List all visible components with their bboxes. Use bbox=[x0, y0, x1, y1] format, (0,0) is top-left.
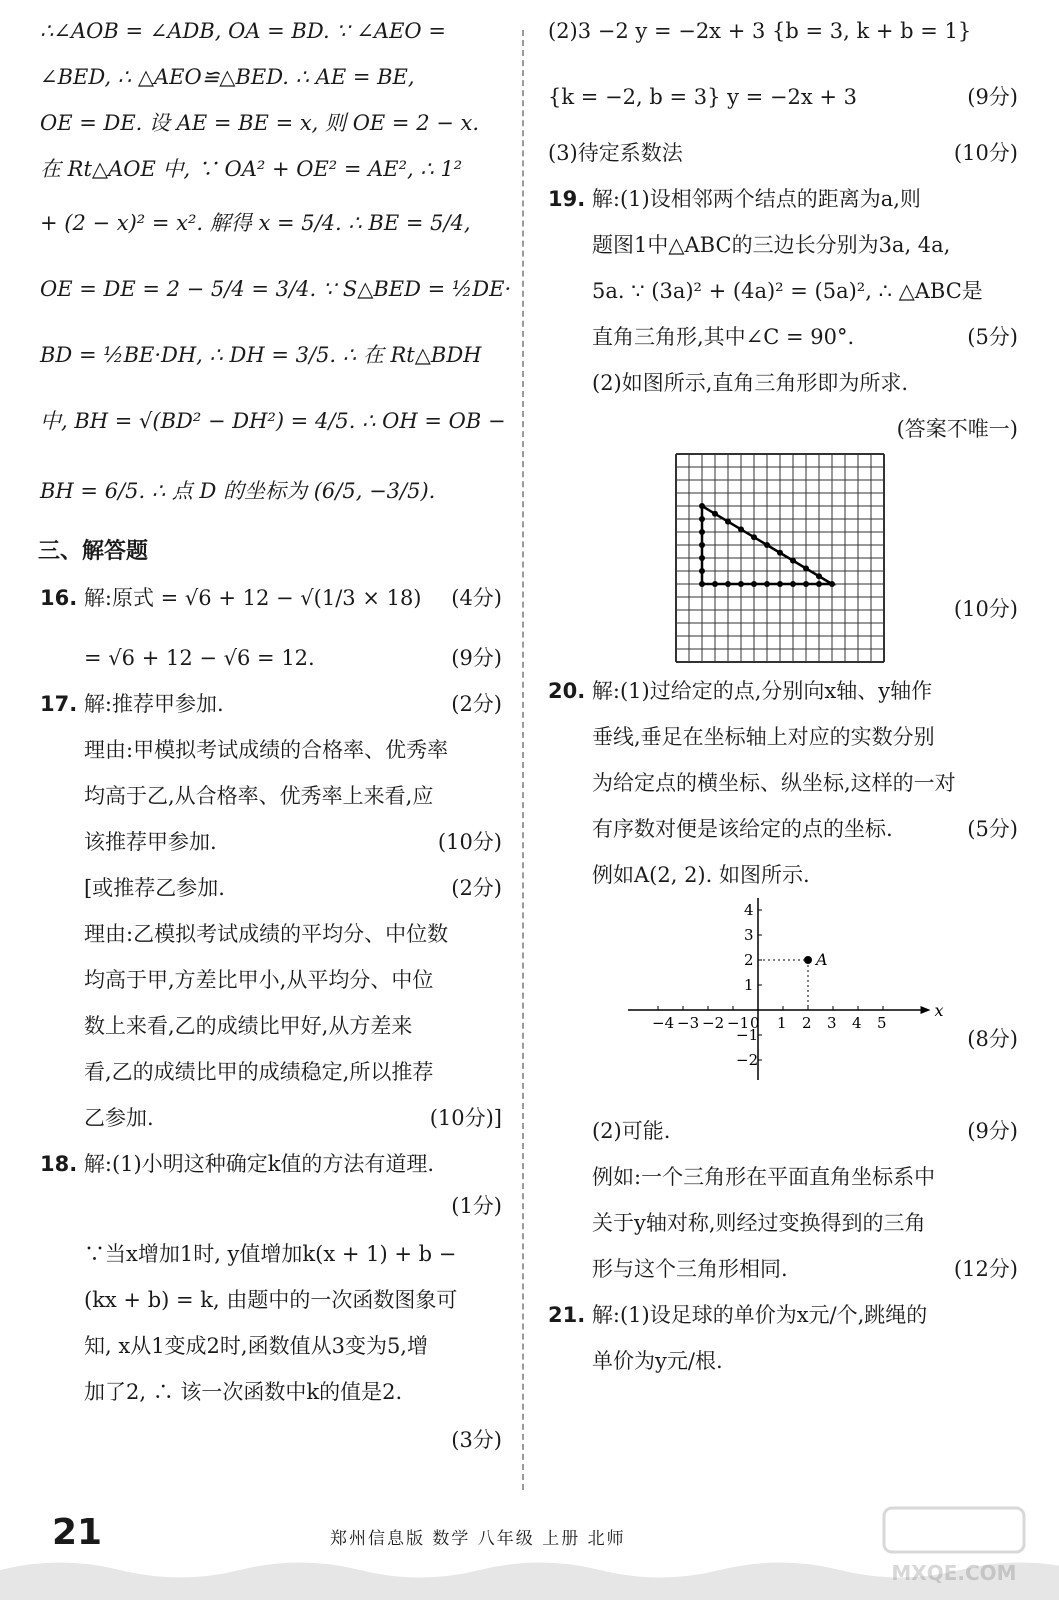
q21-body: 单价为y元/根. bbox=[592, 1349, 723, 1373]
grid-node-dot bbox=[764, 542, 770, 548]
q17-alt-reason: 看,乙的成绩比甲的成绩稳定,所以推荐 bbox=[84, 1060, 434, 1084]
q20-score: (8分) bbox=[967, 1027, 1018, 1051]
footer-info: 郑州信息版 数学 八年级 上册 北师 bbox=[330, 1529, 626, 1549]
q19-number: 19. bbox=[548, 187, 586, 211]
left-column bbox=[38, 18, 512, 1453]
q16-score: (9分) bbox=[451, 646, 502, 670]
q17-alt-reason: 理由:乙模拟考试成绩的平均分、中位数 bbox=[84, 922, 449, 946]
grid-node-dot bbox=[725, 581, 731, 587]
grid-node-dot bbox=[764, 581, 770, 587]
q16-text: 解:原式 = √6 + 12 − √(1/3 × 18) bbox=[83, 586, 422, 610]
grid-node-dot bbox=[816, 573, 822, 579]
q20-body: 垂线,垂足在坐标轴上对应的实数分别 bbox=[592, 725, 935, 749]
q18-score: (1分) bbox=[451, 1194, 502, 1218]
grid-node-dot bbox=[738, 526, 744, 532]
grid-node-dot bbox=[725, 519, 731, 525]
q18-score-line bbox=[40, 1427, 502, 1453]
q19-line1 bbox=[548, 186, 1018, 212]
x-tick-label: 0 bbox=[750, 1014, 760, 1032]
q20-body2: 例如:一个三角形在平面直角坐标系中 bbox=[592, 1165, 936, 1189]
q19-line2: (2)如图所示,直角三角形即为所求. bbox=[592, 371, 909, 395]
x-tick-label: 2 bbox=[802, 1014, 812, 1032]
q20-score: (12分) bbox=[953, 1257, 1018, 1281]
q19-grid-figure bbox=[548, 450, 1018, 670]
coordinate-plane bbox=[548, 898, 1018, 1108]
q18b-method: (3)待定系数法 bbox=[548, 141, 683, 165]
grid-node-dot bbox=[777, 550, 783, 556]
q17-reason: 理由:甲模拟考试成绩的合格率、优秀率 bbox=[84, 738, 449, 762]
grid-node-dot bbox=[712, 511, 718, 517]
q19-body: 5a. ∵ (3a)² + (4a)² = (5a)², ∴ △ABC是 bbox=[592, 279, 983, 303]
q18-score: (3分) bbox=[451, 1428, 502, 1452]
q21-number: 21. bbox=[548, 1303, 586, 1327]
q16-number: 16. bbox=[40, 586, 78, 610]
proof-line: 中, BH = √(BD² − DH²) = 4/5. ∴ OH = OB − bbox=[40, 409, 506, 433]
q18b-line2 bbox=[548, 84, 1018, 110]
grid-node-dot bbox=[829, 581, 835, 587]
grid-node-dot bbox=[803, 581, 809, 587]
section-title: 三、解答题 bbox=[38, 539, 149, 564]
q19-score: (5分) bbox=[967, 325, 1018, 349]
q20-body: 解:(1)过给定的点,分别向x轴、y轴作 bbox=[591, 679, 933, 703]
q17-line1 bbox=[40, 691, 502, 717]
q20-line2 bbox=[548, 1118, 1018, 1144]
q17-alt-reason: 数上来看,乙的成绩比甲好,从方差来 bbox=[84, 1014, 413, 1038]
page-number: 21 bbox=[52, 1512, 103, 1553]
q19-note: (答案不唯一) bbox=[896, 417, 1018, 441]
proof-line: OE = DE. 设 AE = BE = x, 则 OE = 2 − x. bbox=[40, 111, 480, 135]
grid-node-dot bbox=[738, 581, 744, 587]
grid-node-dot bbox=[816, 581, 822, 587]
x-tick-label: −3 bbox=[677, 1014, 700, 1032]
q19-score: (10分) bbox=[953, 597, 1018, 621]
column-divider bbox=[522, 30, 524, 1490]
proof-line: 在 Rt△AOE 中, ∵ OA² + OE² = AE², ∴ 1² bbox=[40, 157, 463, 181]
q16-result: = √6 + 12 − √6 = 12. bbox=[84, 646, 315, 670]
grid-diagram bbox=[548, 450, 1018, 670]
q19-body: 题图1中△ABC的三边长分别为3a, 4a, bbox=[592, 233, 951, 257]
q20-axis-figure bbox=[548, 898, 1018, 1108]
y-tick-label: 1 bbox=[744, 976, 754, 994]
grid-node-dot bbox=[712, 581, 718, 587]
q16-score: (4分) bbox=[451, 586, 502, 610]
q20-body2-end bbox=[548, 1256, 1018, 1282]
x-tick-label: 5 bbox=[877, 1014, 887, 1032]
q20-part2: (2)可能. bbox=[592, 1119, 671, 1143]
q20-body2: 形与这个三角形相同. bbox=[592, 1257, 788, 1281]
grid-node-dot bbox=[699, 542, 705, 548]
watermark-logo bbox=[879, 1500, 1029, 1590]
q18-body: (kx + b) = k, 由题中的一次函数图象可 bbox=[84, 1288, 458, 1312]
y-tick-label: −1 bbox=[736, 1026, 759, 1044]
q17-alt-reason: 乙参加. bbox=[84, 1106, 154, 1130]
proof-line: BH = 6/5. ∴ 点 D 的坐标为 (6/5, −3/5). bbox=[40, 479, 436, 503]
y-tick-label: 2 bbox=[744, 951, 754, 969]
q18b-system: {k = −2, b = 3} y = −2x + 3 bbox=[548, 85, 858, 109]
q18b-score: (10分) bbox=[953, 141, 1018, 165]
grid-node-dot bbox=[777, 581, 783, 587]
x-tick-label: −4 bbox=[652, 1014, 675, 1032]
grid-node-dot bbox=[699, 529, 705, 535]
q21-body: 解:(1)设足球的单价为x元/个,跳绳的 bbox=[591, 1303, 928, 1327]
q17-alt-line bbox=[40, 875, 502, 901]
x-tick-label: 4 bbox=[852, 1014, 862, 1032]
grid-node-dot bbox=[751, 581, 757, 587]
q17-reason: 该推荐甲参加. bbox=[84, 830, 217, 854]
x-tick-label: 3 bbox=[827, 1014, 837, 1032]
q20-score: (5分) bbox=[967, 817, 1018, 841]
x-axis-arrow bbox=[921, 1006, 931, 1014]
point-A bbox=[804, 956, 812, 964]
proof-line: OE = DE = 2 − 5/4 = 3/4. ∵ S△BED = ½DE· bbox=[40, 277, 512, 301]
q19-body: 解:(1)设相邻两个结点的距离为a,则 bbox=[591, 187, 921, 211]
grid-node-dot bbox=[751, 534, 757, 540]
y-tick-label: 4 bbox=[744, 901, 754, 919]
q17-score: (10分) bbox=[437, 830, 502, 854]
q19-body-end bbox=[548, 324, 1018, 350]
grid-node-dot bbox=[790, 581, 796, 587]
q20-body: 有序数对便是该给定的点的坐标. bbox=[592, 817, 893, 841]
point-A-label: A bbox=[816, 950, 828, 969]
q18-number: 18. bbox=[40, 1152, 78, 1176]
q16-line2 bbox=[40, 645, 502, 671]
q18-body: 知, x从1变成2时,函数值从3变为5,增 bbox=[84, 1334, 428, 1358]
x-tick-label: −2 bbox=[702, 1014, 725, 1032]
q17-alt-reason: 均高于甲,方差比甲小,从平均分、中位 bbox=[84, 968, 434, 992]
grid-node-dot bbox=[699, 516, 705, 522]
q16-line1 bbox=[40, 585, 502, 611]
x-tick-label: −1 bbox=[727, 1014, 750, 1032]
q20-number: 20. bbox=[548, 679, 586, 703]
y-tick-label: −2 bbox=[736, 1051, 759, 1069]
page-footer bbox=[0, 1500, 1059, 1600]
x-tick-label: 1 bbox=[777, 1014, 787, 1032]
proof-line: ∴∠AOB = ∠ADB, OA = BD. ∵ ∠AEO = bbox=[40, 19, 446, 43]
q17-reason-end bbox=[40, 829, 502, 855]
q17-alt-end bbox=[40, 1105, 502, 1131]
q18-body: 加了2, ∴ 该一次函数中k的值是2. bbox=[84, 1380, 403, 1404]
q17-reason: 均高于乙,从合格率、优秀率上来看,应 bbox=[84, 784, 434, 808]
proof-line: BD = ½BE·DH, ∴ DH = 3/5. ∴ 在 Rt△BDH bbox=[40, 343, 482, 367]
proof-line: ∠BED, ∴ △AEO≌△BED. ∴ AE = BE, bbox=[40, 65, 415, 89]
q17-score: (2分) bbox=[451, 692, 502, 716]
grid-node-dot bbox=[803, 565, 809, 571]
y-tick-label: 3 bbox=[744, 926, 754, 944]
q20-score: (9分) bbox=[967, 1119, 1018, 1143]
q17-score: (2分) bbox=[451, 876, 502, 900]
x-axis-label: x bbox=[934, 1001, 944, 1020]
q20-example: 例如A(2, 2). 如图所示. bbox=[592, 863, 810, 887]
q18b-line1: (2)3 −2 y = −2x + 3 {b = 3, k + b = 1} bbox=[548, 19, 972, 43]
svg-text:MXQE.COM: MXQE.COM bbox=[891, 1561, 1017, 1585]
grid-lines bbox=[676, 454, 884, 662]
q17-score: (10分)] bbox=[429, 1106, 502, 1130]
q18-body: ∵当x增加1时, y值增加k(x + 1) + b − bbox=[84, 1242, 457, 1266]
grid-node-dot bbox=[790, 558, 796, 564]
q18-line1 bbox=[40, 1151, 502, 1177]
q20-body-end bbox=[548, 816, 1018, 842]
q17-alt-answer: [或推荐乙参加. bbox=[84, 876, 225, 900]
grid-node-dot bbox=[699, 568, 705, 574]
grid-node-dot bbox=[699, 503, 705, 509]
grid-node-dot bbox=[699, 555, 705, 561]
q17-number: 17. bbox=[40, 692, 78, 716]
q20-line1 bbox=[548, 678, 1018, 704]
q21-line1 bbox=[548, 1302, 1018, 1328]
q19-body: 直角三角形,其中∠C = 90°. bbox=[592, 325, 855, 349]
q17-answer: 解:推荐甲参加. bbox=[83, 692, 224, 716]
q18b-score: (9分) bbox=[967, 85, 1018, 109]
q18-answer: 解:(1)小明这种确定k值的方法有道理. bbox=[83, 1152, 435, 1176]
right-column bbox=[548, 18, 1018, 1374]
q20-body2: 关于y轴对称,则经过变换得到的三角 bbox=[592, 1211, 926, 1235]
grid-node-dot bbox=[699, 581, 705, 587]
q20-body: 为给定点的横坐标、纵坐标,这样的一对 bbox=[592, 771, 956, 795]
q18b-line3 bbox=[548, 140, 1018, 166]
q18-score-line bbox=[40, 1193, 502, 1219]
proof-line: + (2 − x)² = x². 解得 x = 5/4. ∴ BE = 5/4, bbox=[40, 211, 471, 235]
